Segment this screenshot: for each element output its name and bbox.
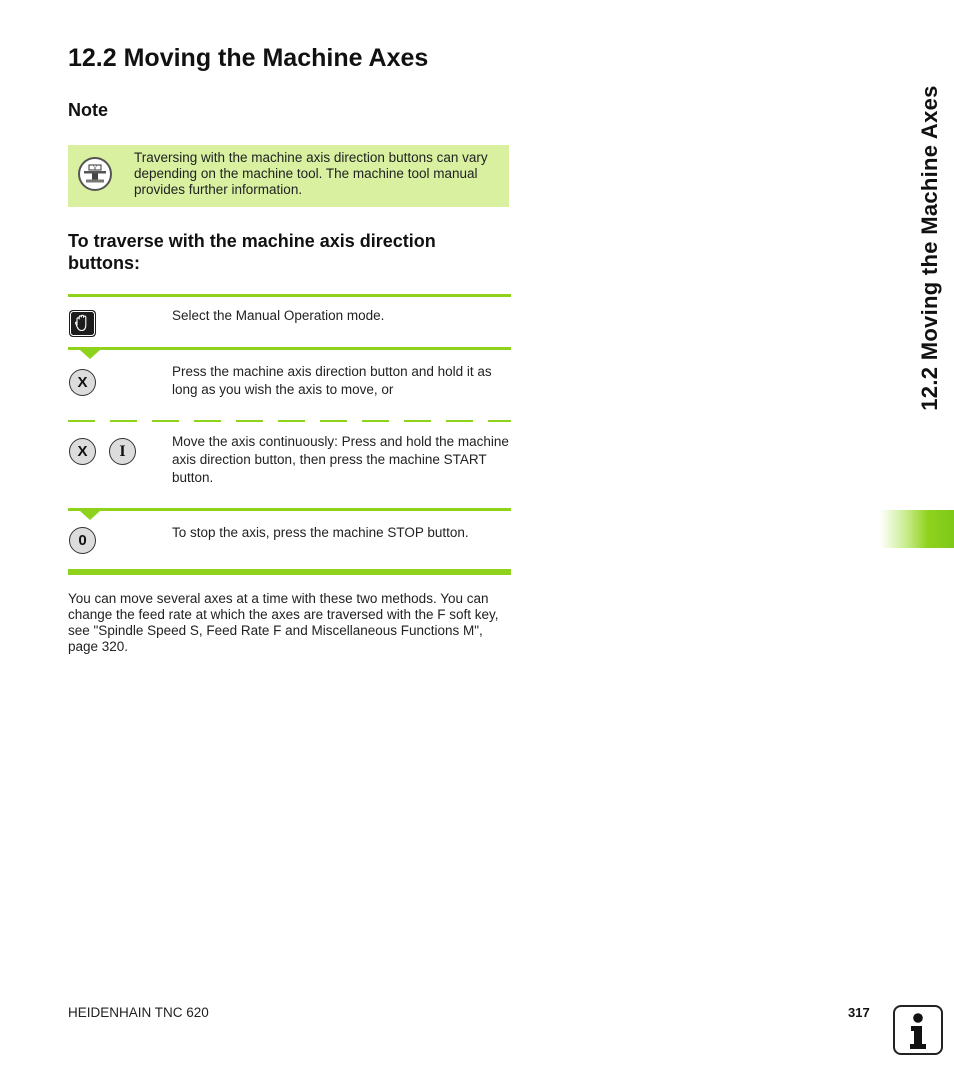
body-paragraph: You can move several axes at a time with these two methods. You can change the feed rate at which the axes are traversed with the F soft key, see "Spindle Speed S, Feed Rate F and Miscellaneous Functions M", page 320. bbox=[68, 591, 499, 654]
section-heading: To traverse with the machine axis direction buttons: bbox=[68, 231, 436, 273]
manual-operation-hand-icon[interactable] bbox=[69, 310, 96, 337]
note-box bbox=[68, 145, 509, 207]
dashed-divider bbox=[68, 420, 511, 422]
step-divider-notch bbox=[80, 511, 100, 520]
axis-x-key[interactable]: X bbox=[69, 438, 96, 465]
step-text: Press the machine axis direction button and hold it as long as you wish the axis to move, or bbox=[172, 364, 492, 397]
step-list-end-bar bbox=[68, 569, 511, 575]
machine-stop-key[interactable]: 0 bbox=[69, 527, 96, 554]
step-divider-notch bbox=[80, 350, 100, 359]
step-text: Move the axis continuously: Press and hold the machine axis direction button, then press the machine START button. bbox=[172, 434, 509, 485]
machine-tool-note-icon bbox=[78, 157, 112, 191]
step-text: To stop the axis, press the machine STOP button. bbox=[172, 525, 469, 540]
side-chapter-title: 12.2 Moving the Machine Axes bbox=[917, 85, 942, 411]
step-divider bbox=[68, 294, 511, 297]
page-number: 317 bbox=[848, 1005, 870, 1020]
footer-label: HEIDENHAIN TNC 620 bbox=[68, 1005, 209, 1020]
svg-text:V: V bbox=[93, 165, 97, 172]
step-text: Select the Manual Operation mode. bbox=[172, 308, 385, 323]
note-heading: Note bbox=[68, 100, 108, 120]
axis-x-key[interactable]: X bbox=[69, 369, 96, 396]
chapter-tab bbox=[880, 510, 954, 548]
note-text: Traversing with the machine axis direction buttons can vary depending on the machine tool. The machine tool manual provides further information. bbox=[134, 150, 488, 197]
page-title: 12.2 Moving the Machine Axes bbox=[68, 44, 429, 72]
step-divider bbox=[68, 508, 511, 511]
info-icon bbox=[893, 1005, 943, 1055]
step-divider bbox=[68, 347, 511, 350]
machine-start-key[interactable]: I bbox=[109, 438, 136, 465]
